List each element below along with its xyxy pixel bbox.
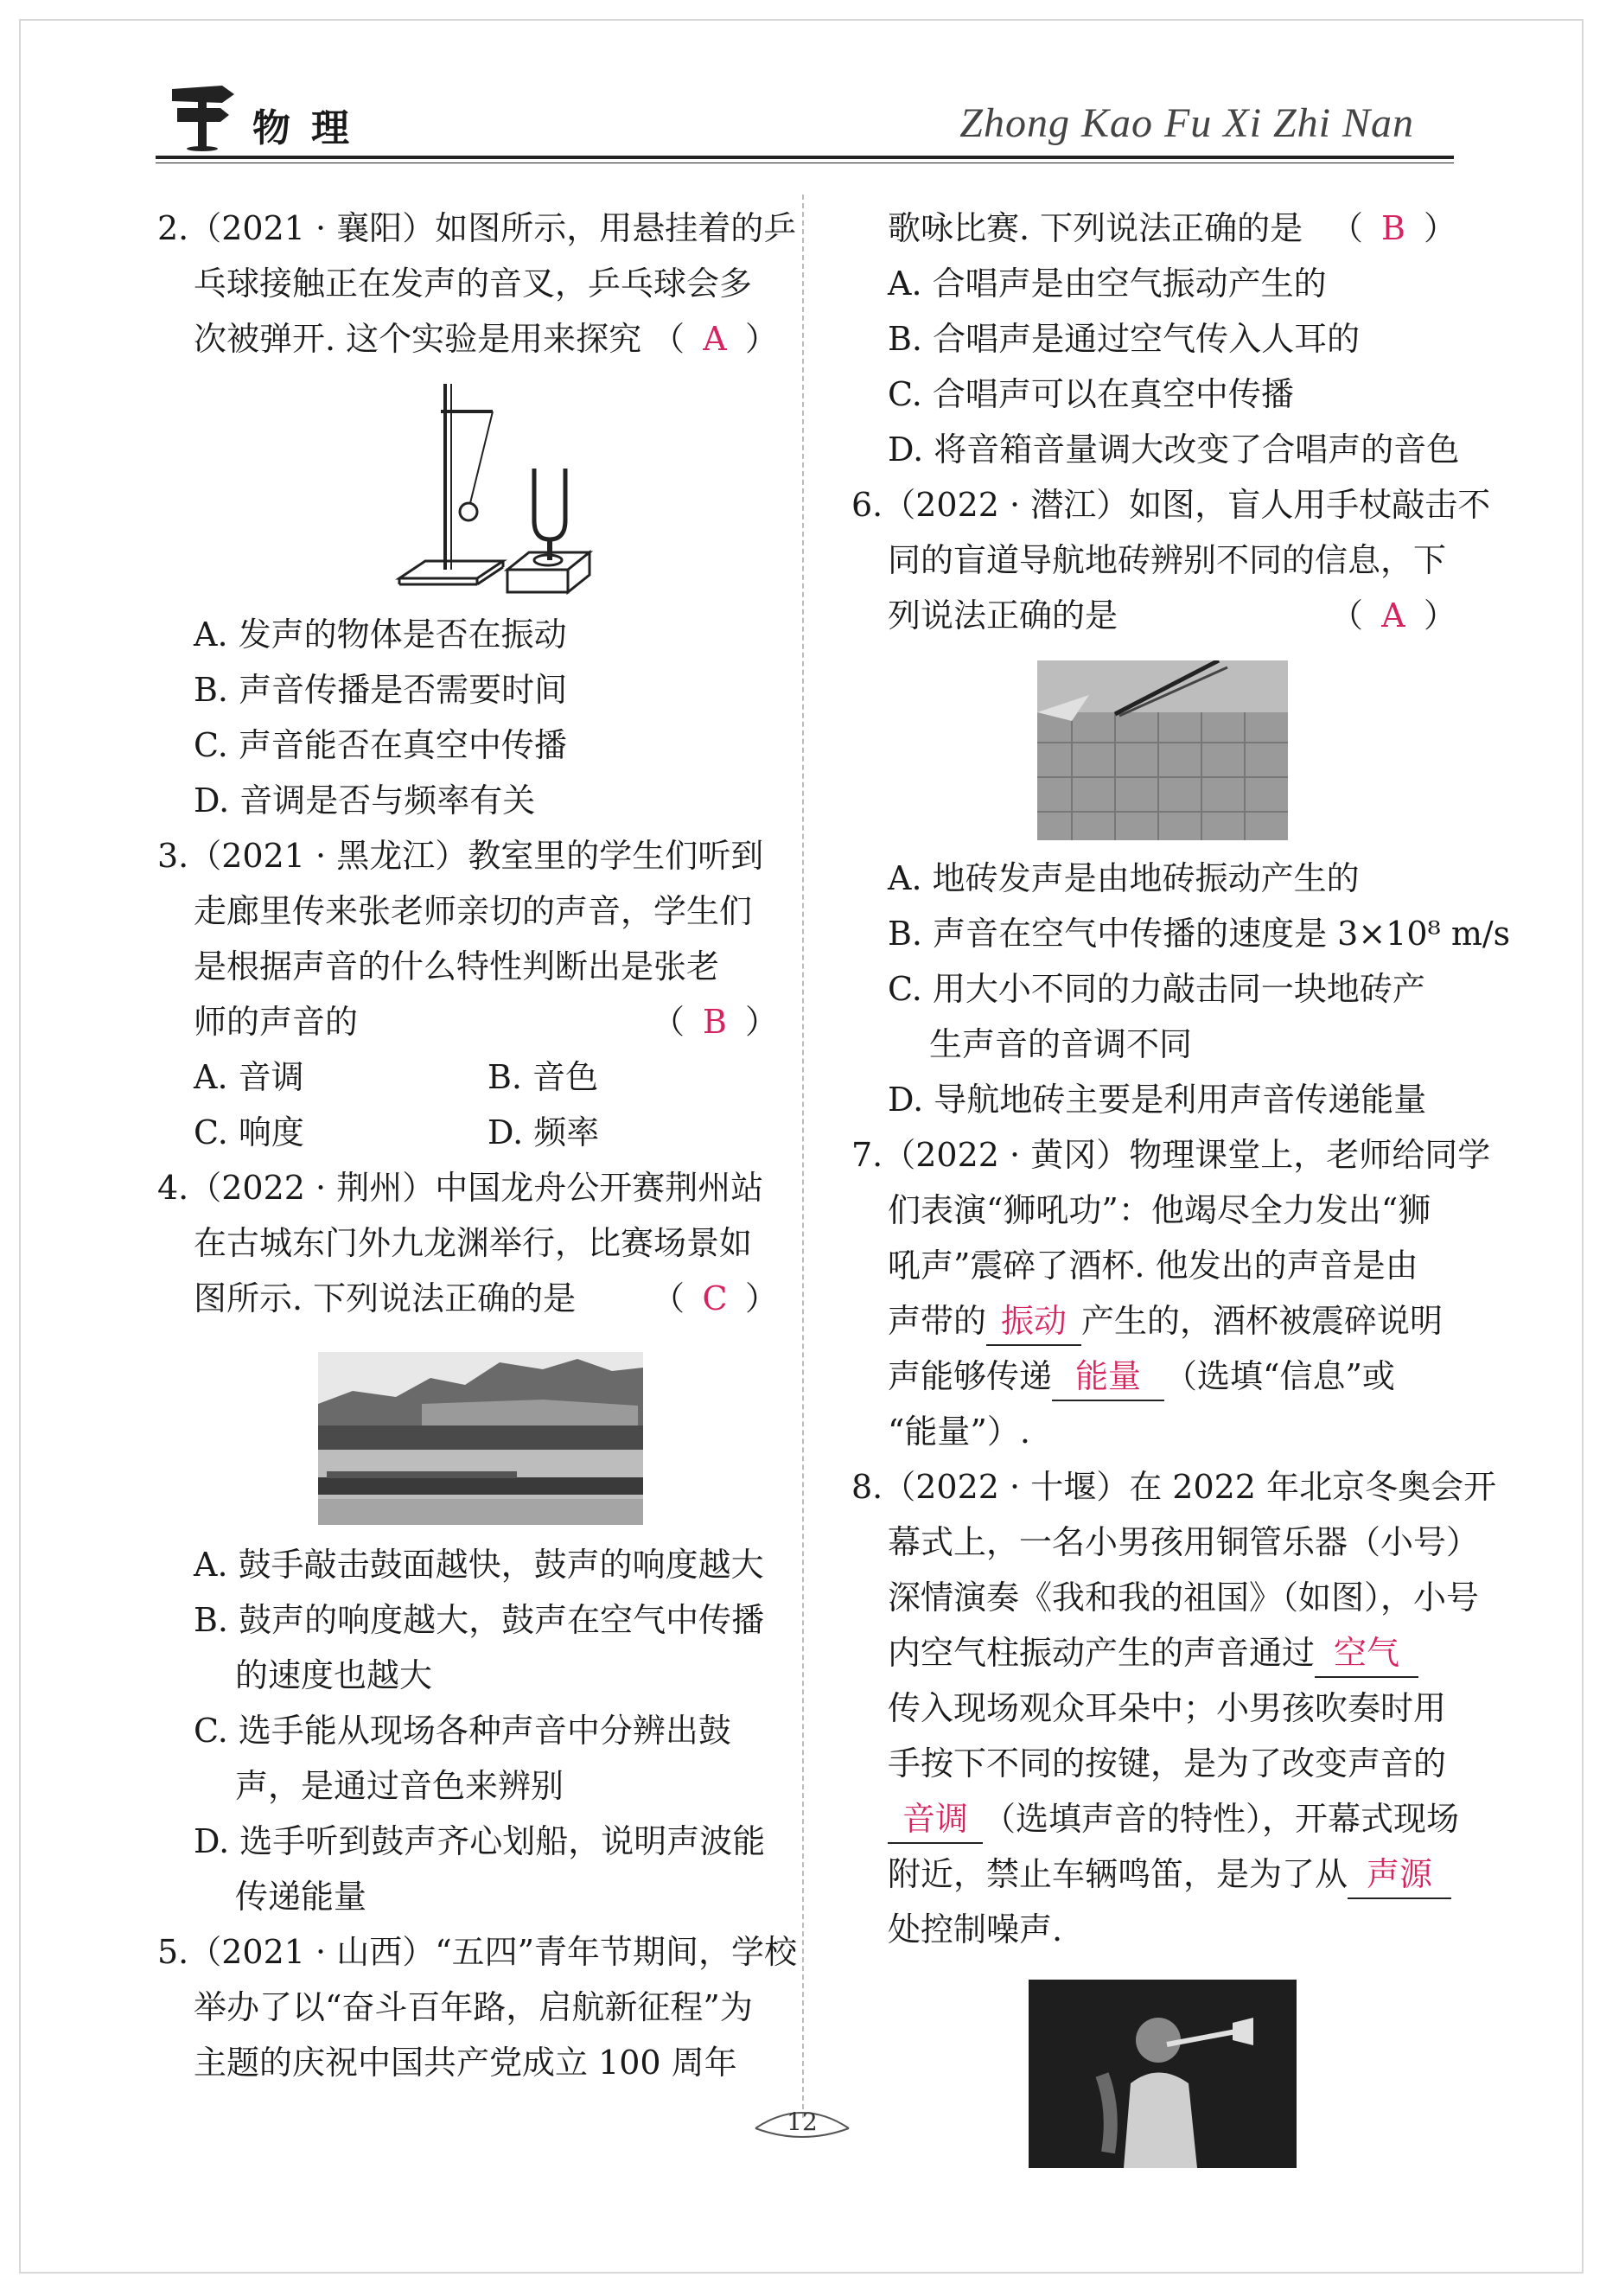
dragon-boat-photo	[318, 1352, 778, 1525]
tactile-paving-photo	[1037, 660, 1456, 840]
option-d: D. 将音箱音量调大改变了合唱声的音色	[888, 430, 1460, 469]
question-text: 8.（2022 · 十堰）在 2022 年北京冬奥会开	[851, 1468, 1497, 1506]
answer-bracket: （ B ）	[1330, 201, 1456, 256]
option-a: A. 合唱声是由空气振动产生的	[888, 265, 1327, 303]
question-text: 是根据声音的什么特性判断出是张老	[194, 947, 720, 985]
option-c: C. 合唱声可以在真空中传播	[888, 375, 1294, 413]
options-row	[157, 1105, 778, 1160]
option-a: A. 发声的物体是否在振动	[194, 615, 567, 654]
option-d: D. 音调是否与频率有关	[194, 781, 536, 820]
question-3	[157, 828, 778, 1160]
question-text: 走廊里传来张老师亲切的声音，学生们	[194, 892, 753, 930]
answer-blank: 振动	[986, 1298, 1081, 1346]
option-b: B. 合唱声是通过空气传入人耳的	[888, 320, 1361, 358]
question-text: 在古城东门外九龙渊举行，比赛场景如	[194, 1224, 753, 1262]
option-c: C. 选手能从现场各种声音中分辨出鼓	[194, 1712, 731, 1750]
answer-blank: 能量	[1052, 1353, 1164, 1401]
question-text: 声能够传递 能量 （选填“信息”或	[851, 1349, 1456, 1404]
answer-bracket: （ A ）	[652, 311, 778, 367]
question-text: 次被弹开. 这个实验是用来探究 （ A ）	[157, 311, 778, 367]
option-b-cont: 的速度也越大	[235, 1656, 433, 1694]
header-rule	[156, 156, 1454, 159]
option-b: B. 鼓声的响度越大，鼓声在空气中传播	[194, 1601, 765, 1639]
question-6	[851, 477, 1511, 1127]
page-number: 12	[787, 2108, 818, 2136]
answer: A	[1381, 596, 1405, 635]
header-pinyin: Zhong Kao Fu Xi Zhi Nan	[959, 100, 1414, 146]
question-text: 主题的庆祝中国共产党成立 100 周年	[194, 2044, 737, 2082]
option-d: D. 导航地砖主要是利用声音传递能量	[888, 1081, 1427, 1119]
question-text: 同的盲道导航地砖辨别不同的信息，下	[888, 541, 1447, 579]
question-text: 举办了以“奋斗百年路，启航新征程”为	[194, 1988, 753, 2026]
question-8	[851, 1459, 1497, 2168]
question-7	[851, 1127, 1491, 1459]
trumpet-performance-photo	[1029, 1980, 1456, 2168]
option-b: B. 声音在空气中传播的速度是 3×10⁸ m/s	[888, 915, 1511, 953]
question-5	[157, 1924, 798, 2090]
question-text: 7.（2022 · 黄冈）物理课堂上，老师给同学	[851, 1136, 1491, 1174]
signpost-logo-icon	[169, 82, 238, 151]
question-text: 幕式上，一名小男孩用铜管乐器（小号）	[888, 1523, 1480, 1561]
question-text: 吼声”震碎了酒杯. 他发出的声音是由	[888, 1247, 1418, 1285]
option-c: C. 响度	[194, 1113, 304, 1151]
question-text: 手按下不同的按键，是为了改变声音的	[888, 1744, 1447, 1783]
option-b: B. 声音传播是否需要时间	[194, 671, 568, 709]
option-c-cont: 声，是通过音色来辨别	[235, 1767, 564, 1805]
question-text: 内空气柱振动产生的声音通过 空气	[851, 1625, 1456, 1681]
option-a: A. 音调	[194, 1058, 304, 1096]
question-text: 5.（2021 · 山西）“五四”青年节期间，学校	[157, 1933, 798, 1971]
question-text: 师的声音的 （ B ）	[157, 994, 778, 1049]
option-c: C. 用大小不同的力敲击同一块地砖产	[888, 970, 1425, 1008]
question-text: 深情演奏《我和我的祖国》（如图），小号	[888, 1578, 1480, 1617]
question-text: 附近，禁止车辆鸣笛，是为了从 声源	[851, 1846, 1456, 1902]
question-text: 处控制噪声.	[888, 1910, 1063, 1948]
option-c: C. 声音能否在真空中传播	[194, 726, 567, 764]
question-text: 歌咏比赛. 下列说法正确的是 （ B ）	[851, 201, 1456, 256]
option-a: A. 地砖发声是由地砖振动产生的	[888, 859, 1360, 897]
answer-bracket: （ A ）	[1330, 588, 1456, 643]
question-text: 们表演“狮吼功”：他竭尽全力发出“狮	[888, 1191, 1431, 1229]
right-column	[851, 201, 1511, 2177]
question-text: 声带的 振动 产生的，酒杯被震碎说明	[851, 1293, 1456, 1349]
question-text: 乓球接触正在发声的音叉，乒乓球会多	[194, 265, 753, 303]
question-text: 3.（2021 · 黑龙江）教室里的学生们听到	[157, 837, 764, 875]
question-2	[157, 201, 797, 828]
answer: A	[703, 320, 727, 358]
question-4	[157, 1160, 778, 1924]
answer: B	[1381, 209, 1405, 247]
question-5-continued	[851, 201, 1460, 477]
answer-blank: 声源	[1348, 1851, 1451, 1899]
question-text: 4.（2022 · 荆州）中国龙舟公开赛荆州站	[157, 1169, 764, 1207]
question-text: “能量”）.	[888, 1413, 1030, 1451]
option-d: D. 频率	[488, 1113, 600, 1151]
option-d-cont: 传递能量	[235, 1878, 367, 1916]
option-d: D. 选手听到鼓声齐心划船，说明声波能	[194, 1822, 766, 1860]
left-column	[157, 201, 798, 2090]
subject-title: 物理	[252, 106, 370, 150]
question-text: 图所示. 下列说法正确的是 （ C ）	[157, 1271, 778, 1326]
question-text: 传入现场观众耳朵中；小男孩吹奏时用	[888, 1689, 1447, 1727]
option-c-cont: 生声音的音调不同	[929, 1025, 1193, 1063]
question-text: 音调 （选填声音的特性），开幕式现场	[851, 1791, 1456, 1846]
question-text: 2.（2021 · 襄阳）如图所示，用悬挂着的乒	[157, 209, 797, 247]
answer: C	[702, 1279, 728, 1317]
answer-bracket: （ B ）	[652, 994, 778, 1049]
question-text: 列说法正确的是 （ A ）	[851, 588, 1456, 643]
answer: B	[703, 1003, 727, 1041]
answer-blank: 音调	[888, 1795, 983, 1844]
option-a: A. 鼓手敲击鼓面越快，鼓声的响度越大	[194, 1546, 764, 1584]
answer-bracket: （ C ）	[652, 1271, 778, 1326]
answer-blank: 空气	[1315, 1630, 1418, 1678]
column-divider	[802, 195, 804, 2118]
options-row	[157, 1049, 778, 1105]
question-text: 6.（2022 · 潜江）如图，盲人用手杖敲击不	[851, 486, 1491, 524]
option-b: B. 音色	[488, 1058, 599, 1096]
tuning-fork-figure	[391, 375, 778, 598]
